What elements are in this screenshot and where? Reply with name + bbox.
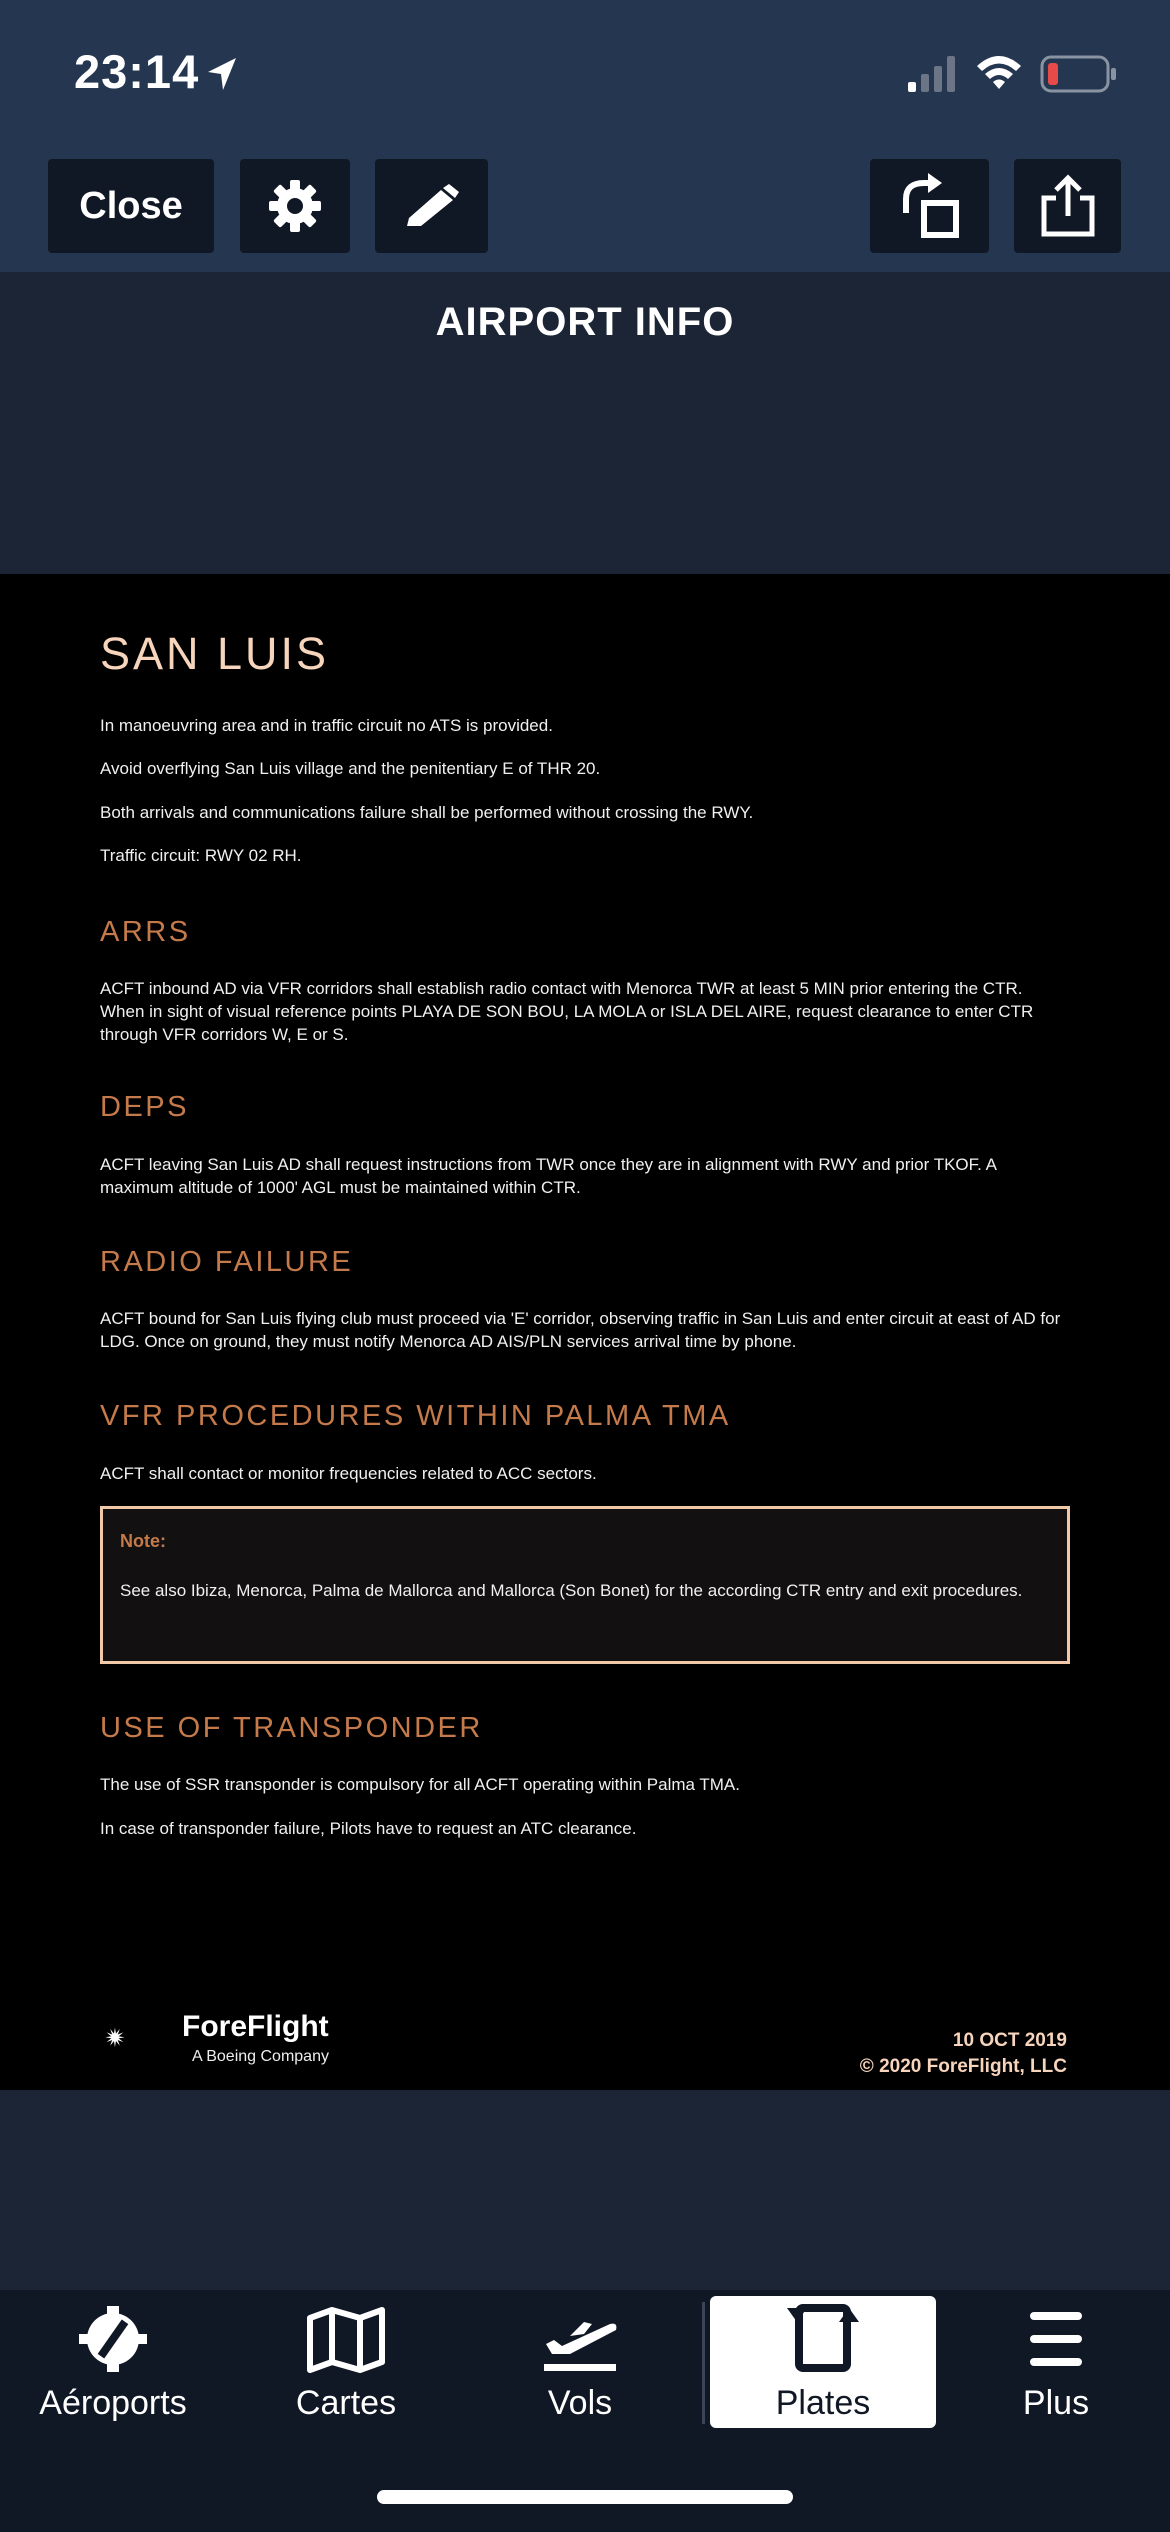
section-text: ACFT bound for San Luis flying club must proceed via 'E' corridor, observing traffic in San Luis and enter circuit at east of AD for LDG. Once on ground, they must notify Menorca AD AIS/PLN services arrival time by phone. (100, 1309, 1061, 1351)
tab-label: Plates (775, 2384, 871, 2422)
intro-text: Both arrivals and communications failure shall be performed without crossing the RWY. (100, 803, 754, 822)
battery-low-icon (1040, 54, 1118, 94)
plates-icon (783, 2304, 863, 2374)
note-text: See also Ibiza, Menorca, Palma de Mallorca and Mallorca (Son Bonet) for the according CTR entry and exit procedures. (120, 1581, 1023, 1600)
foreflight-brand: ForeFlight (182, 2010, 329, 2043)
tab-more[interactable] (943, 2296, 1169, 2428)
section-heading: VFR PROCEDURES WITHIN PALMA TMA (100, 1400, 731, 1432)
rotate-icon (898, 173, 962, 239)
intro-text: Avoid overflying San Luis village and the penitentiary E of THR 20. (100, 759, 601, 778)
section-text: ACFT inbound AD via VFR corridors shall establish radio contact with Menorca TWR at least 5 MIN prior entering the CTR. When in sight of visual reference points PLAYA DE SON BOU, LA MOLA or ISLA DEL AIRE, request clearance to enter CTR through VFR corridors W, E or S. (100, 979, 1034, 1044)
tab-flights[interactable] (467, 2296, 693, 2428)
tab-maps[interactable] (233, 2296, 459, 2428)
status-time: 23:14 (74, 45, 200, 98)
airport-info-document (0, 574, 1170, 2090)
document-footer-info (860, 2028, 1067, 2080)
section-heading: ARRS (100, 916, 191, 948)
tab-label: Vols (547, 2384, 613, 2422)
cellular-signal-icon (906, 54, 960, 94)
tab-divider (702, 2302, 705, 2424)
airport-icon (73, 2304, 153, 2374)
foreflight-subbrand: A Boeing Company (192, 2048, 329, 2065)
gear-icon (268, 179, 322, 233)
section-heading: DEPS (100, 1091, 189, 1123)
foreflight-logo-icon (104, 2002, 174, 2072)
tab-plates[interactable] (710, 2296, 936, 2428)
section-text: The use of SSR transponder is compulsory for all ACFT operating within Palma TMA. (100, 1775, 740, 1794)
intro-text: Traffic circuit: RWY 02 RH. (100, 846, 302, 865)
note-title: Note: (120, 1531, 166, 1551)
section-text: In case of transponder failure, Pilots have to request an ATC clearance. (100, 1819, 637, 1838)
pencil-icon (403, 184, 461, 228)
edit-button[interactable] (375, 159, 488, 253)
tab-label: Aéroports (39, 2384, 187, 2422)
page-title: AIRPORT INFO (435, 300, 735, 344)
airport-name: SAN LUIS (100, 628, 330, 679)
intro-text: In manoeuvring area and in traffic circuit no ATS is provided. (100, 716, 553, 735)
section-text: ACFT leaving San Luis AD shall request instructions from TWR once they are in alignment with RWY and prior TKOF. A maximum altitude of 1000' AGL must be maintained within CTR. (100, 1155, 997, 1197)
section-text: ACFT shall contact or monitor frequencies related to ACC sectors. (100, 1464, 597, 1483)
wifi-icon (974, 52, 1024, 92)
tab-label: Cartes (295, 2384, 397, 2422)
share-icon (1040, 174, 1096, 238)
plane-takeoff-icon (540, 2304, 620, 2374)
tab-airports[interactable] (0, 2296, 226, 2428)
map-icon (306, 2304, 386, 2374)
document-date: 10 OCT 2019 (952, 2030, 1067, 2051)
location-arrow-icon (204, 54, 238, 94)
home-indicator[interactable] (377, 2490, 793, 2504)
rotate-button[interactable] (870, 159, 989, 253)
settings-button[interactable] (240, 159, 350, 253)
share-button[interactable] (1014, 159, 1121, 253)
copyright: © 2020 ForeFlight, LLC (859, 2056, 1067, 2077)
section-heading: USE OF TRANSPONDER (100, 1712, 483, 1744)
menu-icon (1016, 2304, 1096, 2374)
note-box (100, 1506, 1070, 1664)
tab-label: Plus (1022, 2384, 1090, 2422)
close-button[interactable]: Close (48, 159, 214, 253)
section-heading: RADIO FAILURE (100, 1246, 354, 1278)
